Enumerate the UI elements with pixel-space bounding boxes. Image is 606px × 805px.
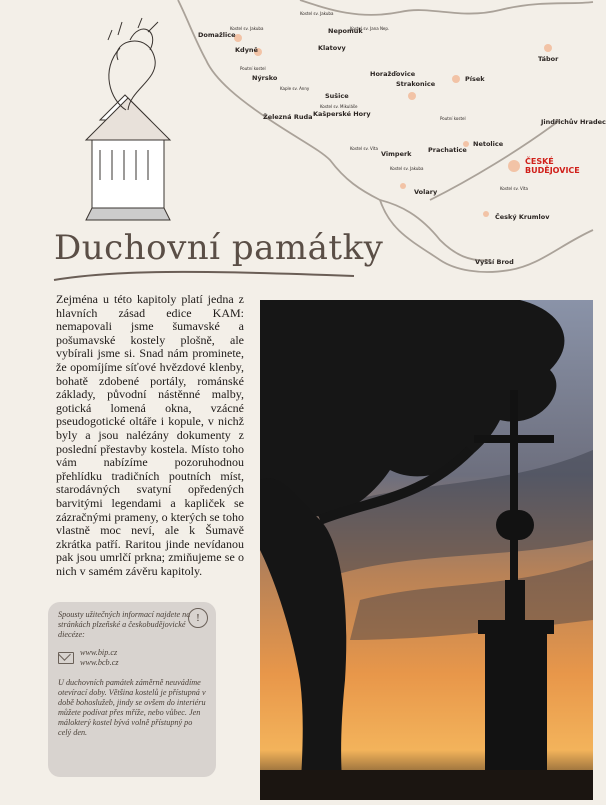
map-city-label: Vimperk [381, 150, 412, 158]
svg-text:Kostel sv. Jana Nep.: Kostel sv. Jana Nep. [350, 26, 390, 31]
link-group [58, 648, 206, 668]
sunset-photo [260, 300, 593, 800]
map-city-label: Klatovy [318, 44, 346, 52]
map-city-label: Horažďovice [370, 70, 416, 78]
map-city-label: Tábor [538, 55, 559, 63]
link-bcb[interactable]: www.bcb.cz [80, 658, 119, 667]
section-title: Duchovní památky [54, 228, 384, 268]
map-city-label: Nýrsko [252, 74, 278, 82]
link-bip[interactable]: www.bip.cz [80, 648, 118, 657]
exclamation-icon: ! [188, 608, 208, 628]
svg-text:Poutní kostel: Poutní kostel [440, 116, 466, 121]
svg-text:Kaple sv. Anny: Kaple sv. Anny [280, 86, 310, 91]
info-note: U duchovních památek záměrně neuvádíme otevírací doby. Většina kostelů je přístupná v době bohoslužeb, jindy se ovšem do interiéru můžete podívat přes mříže, nebo vůbec. Jen málokterý kostel bývá volně přístupný po celý den. [58, 678, 206, 737]
map-city-label: Strakonice [396, 80, 436, 88]
map-city-label: Nepomuk [328, 27, 363, 35]
info-intro: Spousty užitečných informací najdete na stránkách plzeňské a českobudějovické diecéze: [58, 610, 191, 639]
svg-text:Kostel sv. Mikuláše: Kostel sv. Mikuláše [320, 104, 358, 109]
map-city-label: Písek [465, 75, 485, 83]
map-city-label-highlight: ČESKÉ BUDĚJOVICE [525, 157, 580, 175]
map-city-label: Železná Ruda [263, 113, 313, 121]
map-city-label: Vyšší Brod [475, 258, 514, 266]
svg-text:Kostel sv. Jakuba: Kostel sv. Jakuba [390, 166, 424, 171]
map-city-label: Sušice [325, 92, 349, 100]
link-list [80, 648, 119, 668]
map-city-label: Jindřichův Hradec [541, 118, 606, 126]
map-city-label: Netolice [473, 140, 504, 148]
svg-text:Poutní kostel: Poutní kostel [240, 66, 266, 71]
svg-text:Kostel sv. Víta: Kostel sv. Víta [500, 186, 528, 191]
map-city-label: Český Krumlov [495, 213, 550, 221]
info-box [48, 602, 216, 777]
map-city-label: Prachatice [428, 146, 467, 154]
map-city-label: Volary [414, 188, 438, 196]
svg-text:Kostel sv. Jakuba: Kostel sv. Jakuba [230, 26, 264, 31]
svg-text:Kostel sv. Jakuba: Kostel sv. Jakuba [300, 11, 334, 16]
title-underline [54, 268, 354, 288]
map-city-label: Kašperské Hory [313, 110, 371, 118]
map-city-label: Kdyně [235, 46, 258, 54]
map-city-label: Domažlice [198, 31, 236, 39]
mail-icon [58, 652, 74, 664]
intro-paragraph: Zejména u této kapitoly platí jedna z hlavních zásad edice KAM: nemapovali jsme šumavské a pošumavské kostely plošně, ale vybírali jsme si. Snad nám prominete, že opomíjíme síťové hvězdové klenby, bohatě zdobené portály, románské základy, původní nástěnné malby, gotická lomená okna, vzácné pseudogotické oltáře i kopule, v nichž byly a jsou nalézány dokumenty z poslední přestavby kostela. Místo toho vám nabízíme pozoruhodnou přehlídku tradičních poutních míst, starodávných svatyní opředených barvitými legendami a kapliček se zázračnými prameny, o kterých se toho vlastně moc neví, ale k Šumavě zkrátka patří. Raritou jinde nevídanou pak jsou umrlčí prkna; zmiňujeme se o nich v samém závěru kapitoly. [56, 292, 244, 578]
crucifix-silhouette-icon [260, 300, 593, 800]
svg-text:Kostel sv. Víta: Kostel sv. Víta [350, 146, 378, 151]
church-illustration-icon [86, 18, 170, 220]
